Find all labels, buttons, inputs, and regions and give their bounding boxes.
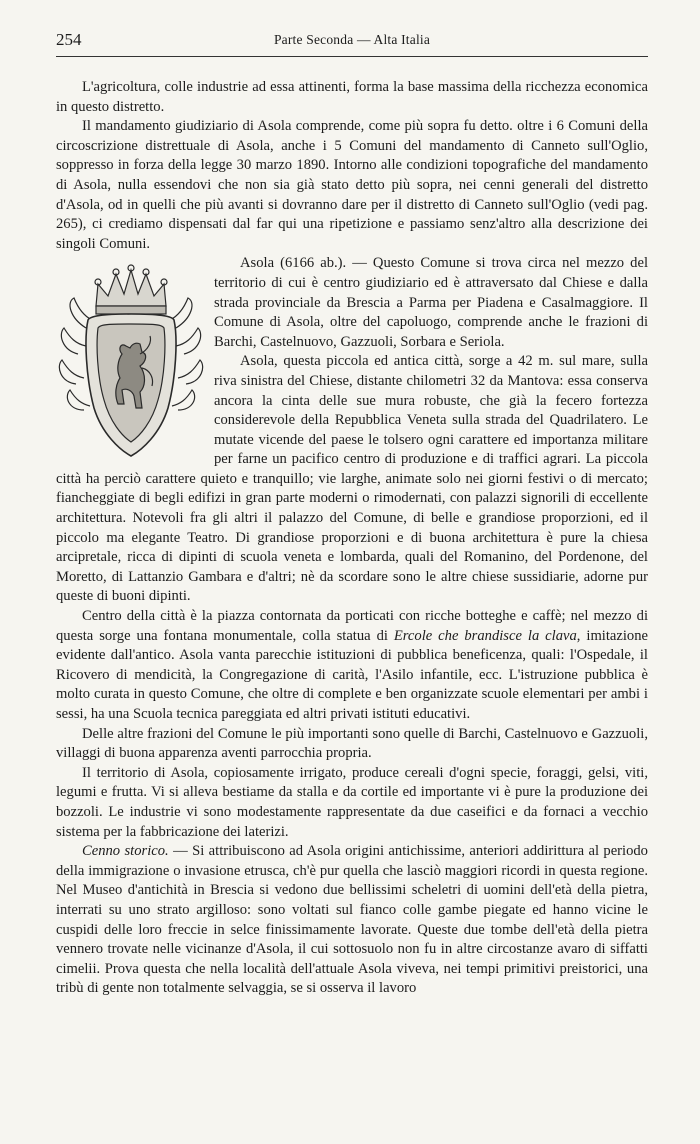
page-number: 254	[56, 30, 82, 49]
page-body	[56, 78, 648, 999]
coat-of-arms-icon	[56, 258, 206, 468]
text-run: , imitazione evidente dall'antico. Asola vanta parecchie istituzioni di pubblica beneficenza, quali: l'Ospedale, il Ricovero di mendicità, la Congregazione di carità, l'Asilo infantile, ecc. L'istruzione pubblica è molto curata in questo Comune, che oltre di complete e ben organizzate scuole elementari per ambi i sessi, ha una Scuola tecnica pareggiata ed altri privati istituti educativi.	[56, 627, 648, 722]
paragraph-mandamento: Il mandamento giudiziario di Asola comprende, come più sopra fu detto. oltre i 6 Comuni della circoscrizione distrettuale di Asola, anche i 5 Comuni del mandamento di Canneto sull'Oglio, soppresso in forza della legge 30 marzo 1890. Intorno alle condizioni topografiche del mandamento di Asola, nulla essendovi che non sia già stato detto più sopra, nei cenni generali del distretto d'Asola, od in quelli che più avanti si dovranno dare per il distretto di Canneto sull'Oglio (vedi pag. 265), ci crediamo dispensati dal far qui una ripetizione e passiamo senz'altro alla descrizione dei singoli Comuni.	[56, 118, 648, 252]
text-run: — Si attribuiscono ad Asola origini antichissime, anteriori addirittura al periodo della immigrazione o invasione etrusca, ch'è pur quella che lasciò maggiori ricordi in questa regione. Nel Museo d'antichità in Brescia si vedono due bellissimi scheletri di uomini dell'età della pietra, interrati su uno strato argilloso: sono voltati sul fianco colle gambe piegate ed hanno vicine le cuspidi delle loro freccie in selce finissimamente lavorate. Queste due tombe dell'età della pietra vennero trovate nelle vicinanze d'Asola, il cui sottosuolo non fu in altre circostanze avaro di siffatti cimelii. Prova questa che nella località dell'attuale Asola viveva, nei tempi primitivi preistorici, una tribù di gente non totalmente selvaggia, se si osserva il lavoro	[56, 843, 648, 997]
running-head: Parte Seconda — Alta Italia	[273, 32, 431, 47]
paragraph-territorio: Il territorio di Asola, copiosamente irrigato, produce cereali d'ogni specie, foraggi, gelsi, viti, legumi e frutta. Vi si alleva bestiame da stalla e da cortile ed importante vi è pure la produzione dei bozzoli. Le industrie vi sono modestamente rappresentate da due caseifici e da fornaci a vecchio sistema per la fabbricazione dei laterizi.	[56, 764, 648, 840]
paragraph-cenno-storico	[56, 842, 648, 999]
paragraph-frazioni: Delle altre frazioni del Comune le più importanti sono quelle di Barchi, Castelnuovo e Gazzuoli, villaggi di buona apparenza aventi parrocchia propria.	[56, 725, 648, 762]
paragraph-asola-comune: Asola (6166 ab.). — Questo Comune si trova circa nel mezzo del territorio di cui è centro giudiziario ed è attraversato dal Chiese e dalla strada provinciale da Brescia a Parma per Piadena e Casalmaggiore. Il Comune di Asola, oltre del capoluogo, comprende anche le frazioni di Barchi, Castelnuovo, Gazzuoli, Sorbara e Seriola.	[214, 255, 648, 350]
section-heading-cenno-storico: Cenno storico.	[82, 843, 169, 860]
header-rule	[56, 56, 648, 57]
page-header	[56, 30, 648, 52]
paragraph-centro-citta	[56, 607, 648, 725]
italic-statue-title: Ercole che brandisce la clava	[393, 627, 577, 644]
paragraph-asola-citta: Asola, questa piccola ed antica città, sorge a 42 m. sul mare, sulla riva sinistra del Chiese, distante chilometri 32 da Mantova: essa conserva ancora la cinta delle sue mura robuste, che già la fecero fortezza considerevole della Repubblica Veneta sulla strada del Quadrilatero. Le mutate vicende del paese le tolsero ogni carattere ed importanza militare per farne un pacifico centro di produzione e di traffici agrari. La piccola città ha perciò carattere quieto e tranquillo; vie larghe, animate solo nei giorni festivi o di mercato; fiancheggiate di begli edifizi in gran parte moderni o rimodernati, con palazzi signorili di eccellente architettura. Notevoli fra gli altri il palazzo del Comune, di belle e grandiose proporzioni, ed il piccolo ma elegante Teatro. Di grandiose proporzioni e di buona architettura è pure la chiesa arcipretale, ricca di dipinti di scuola veneta e lombarda, quali del Romanino, del Pordenone, del Moretto, di Lattanzio Gambara e d'altri; nè da scordare sono le altre chiese sussidiarie, adorne pur queste di buoni dipinti.	[56, 353, 648, 605]
paragraph-agricoltura: L'agricoltura, colle industrie ad essa attinenti, forma la base massima della ricchezza economica in questo distretto.	[56, 79, 648, 115]
text-run: Centro della città è la piazza contornata da porticati con ricche botteghe e caffè; nel mezzo di questa sorge una fontana monumentale, colla statua di	[56, 608, 648, 644]
